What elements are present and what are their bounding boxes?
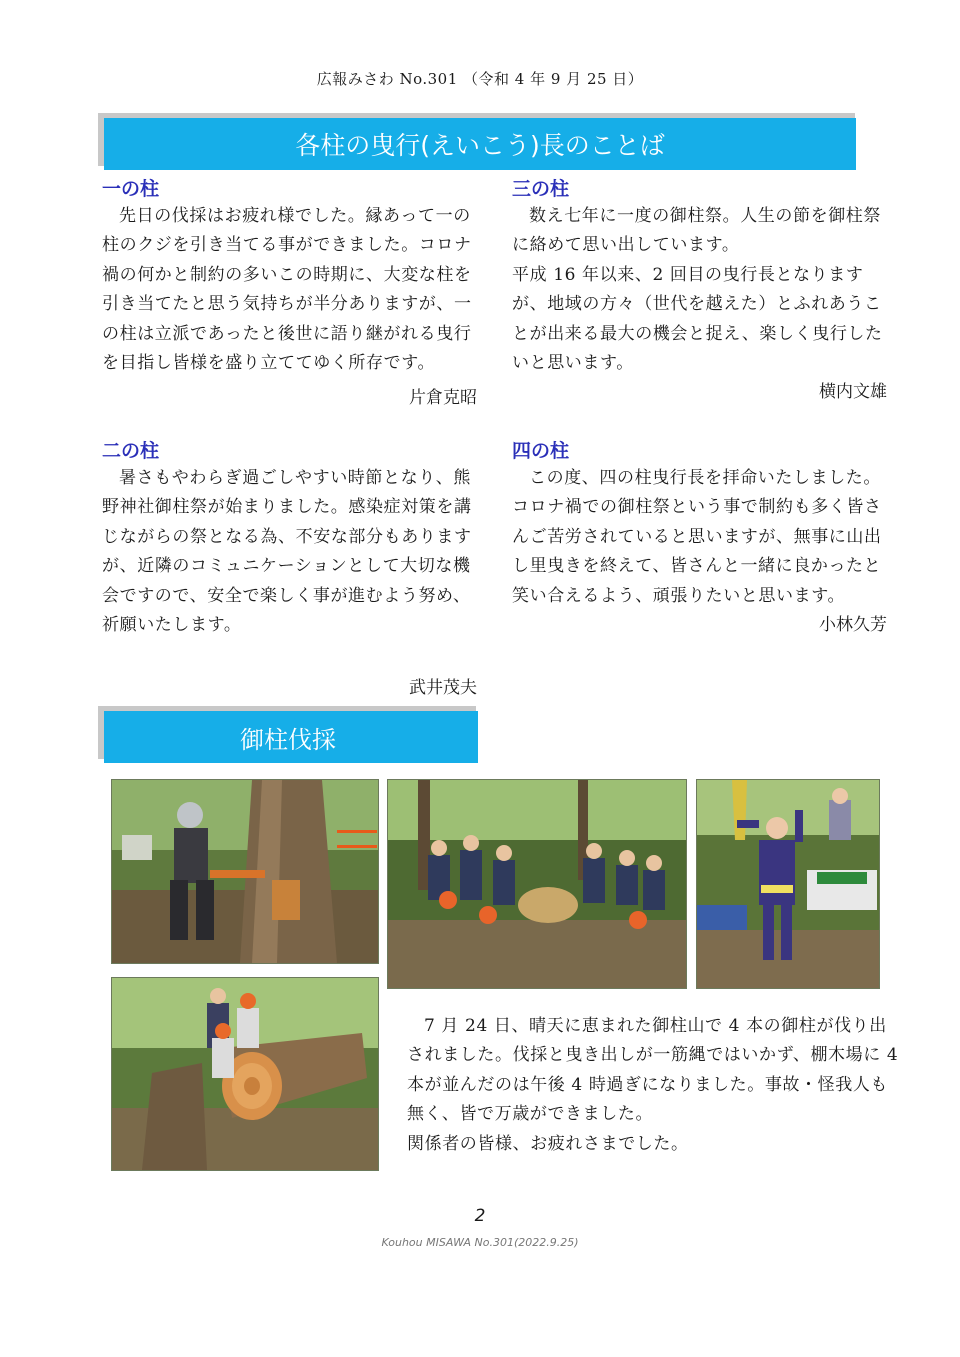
- chainsaw-cutting-photo: [111, 779, 379, 964]
- pillar-2-title: 二の柱: [102, 440, 160, 462]
- pillar-4-text-1: この度、四の柱曳行長を拝命いたしました。: [529, 468, 881, 488]
- pillar-1-text: 先日の伐採はお疲れ様でした。縁あって一の柱のクジを引き当てる事ができました。コロナ禍の何かと制約の多いこの時期に、大変な柱を引き当てたと思う気持ちが半分ありますが、一の柱は立派であったと後世に語り継がれる曳行を目指し皆様を盛り立ててゆく所存です。: [102, 206, 472, 374]
- footer: Kouhou MISAWA No.301(2022.9.25): [381, 1236, 579, 1249]
- pillar-3-column: [512, 176, 887, 407]
- pillar-4-signature: 小林久芳: [819, 615, 887, 636]
- pillar-4-column: [512, 438, 887, 640]
- pillar-1-title: 一の柱: [102, 178, 160, 200]
- page-number: 2: [474, 1206, 486, 1226]
- pillar-4-text-2: コロナ禍での御柱祭という事で制約も多く皆さんご苦労されていると思いますが、無事に山出し里曳きを終えて、皆さんと一緒に良かったと笑い合えるよう、頑張りたいと思います。: [512, 497, 882, 606]
- pillar-3-text-2: 平成 16 年以来、2 回目の曳行長となりますが、地域の方々（世代を越えた）とふれあうことが出来る最大の機会と捉え、楽しく曳行したいと思います。: [512, 264, 883, 374]
- pillar-2-text: 暑さもやわらぎ過ごしやすい時節となり、熊野神社御柱祭が始まりました。感染症対策を講じながらの祭となる為、不安な部分もありますが、近隣のコミュニケーションとして大切な機会ですので、安全で楽しく事が進むよう努め、祈願いたします。: [102, 468, 472, 636]
- section2-title: 御柱伐採: [104, 711, 478, 763]
- pillar-3-signature: 横内文雄: [819, 382, 887, 403]
- cut-log-photo: [111, 977, 379, 1171]
- pillar-1-signature: 片倉克昭: [409, 388, 477, 409]
- harvest-text-2: 関係者の皆様、お疲れさまでした。: [407, 1133, 689, 1154]
- harvest-description: [407, 1012, 899, 1159]
- pillar-2-column: [102, 438, 477, 703]
- section1-title: 各柱の曳行(えいこう)長のことば: [104, 118, 856, 170]
- pillar-4-title: 四の柱: [512, 440, 570, 462]
- pillar-1-column: [102, 176, 477, 413]
- pillar-3-text-1: 数え七年に一度の御柱祭。人生の節を御柱祭に絡めて思い出しています。: [512, 206, 881, 256]
- pillar-2-signature: 武井茂夫: [409, 678, 477, 699]
- celebration-photo: [696, 779, 880, 989]
- group-with-logs-photo: [387, 779, 687, 989]
- header-line: 広報みさわ No.301 （令和 4 年 9 月 25 日）: [316, 70, 644, 88]
- pillar-3-title: 三の柱: [512, 178, 570, 200]
- harvest-text-1: 7 月 24 日、晴天に恵まれた御柱山で 4 本の御柱が伐り出されました。伐採と曳き出しが一筋縄ではいかず、棚木場に 4 本が並んだのは午後 4 時過ぎになりました。事故・怪我人も無く、皆で万歳ができました。: [407, 1016, 899, 1125]
